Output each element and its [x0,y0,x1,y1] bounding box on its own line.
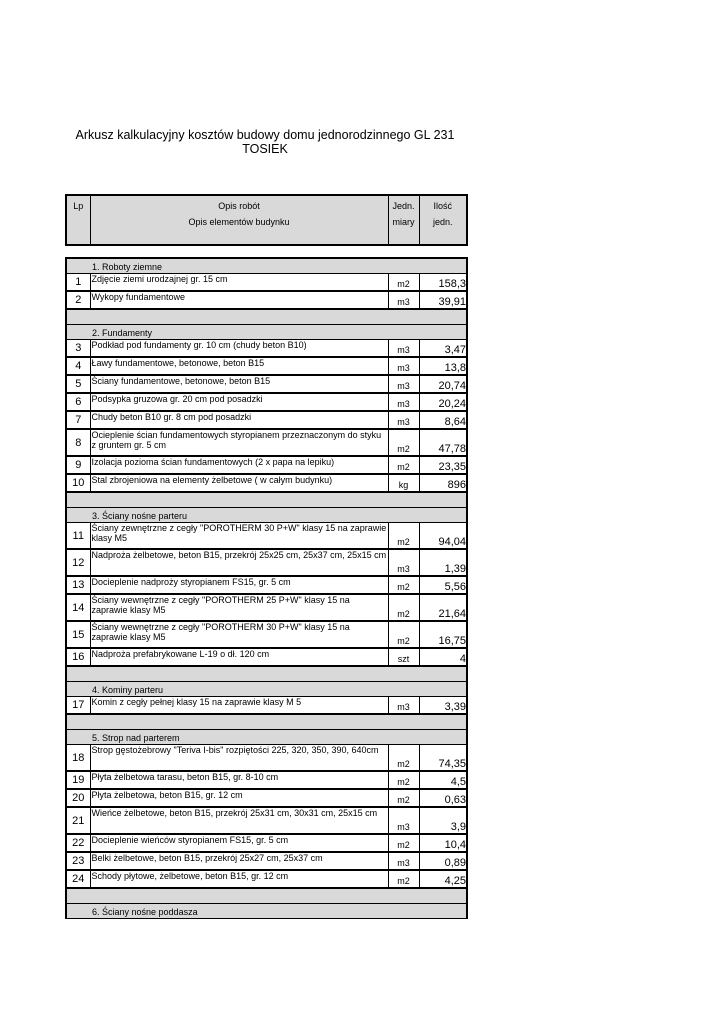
row-unit: m3 [388,549,419,576]
row-lp: 15 [66,621,90,648]
row-unit: m3 [388,807,419,834]
table-row [66,474,467,492]
table-row [66,411,467,429]
table-row [66,357,467,375]
row-lp: 11 [66,523,90,550]
cost-table [65,257,468,919]
row-unit: m2 [388,576,419,594]
row-lp: 1 [66,274,90,292]
row-description: Podsypka gruzowa gr. 20 cm pod posadzki [90,393,388,411]
row-lp: 3 [66,340,90,358]
row-description: Ławy fundamentowe, betonowe, beton B15 [90,357,388,375]
row-lp: 13 [66,576,90,594]
row-quantity: 74,35 [419,745,467,772]
header-jedn: Jedn. miary [388,195,419,245]
row-quantity: 896 [419,474,467,492]
row-lp: 5 [66,375,90,393]
table-row [66,549,467,576]
section-spacer [66,325,90,340]
row-lp: 24 [66,870,90,888]
section-gap [66,309,467,325]
row-unit: m2 [388,456,419,474]
row-unit: m2 [388,621,419,648]
table-row [66,852,467,870]
table-row [66,870,467,888]
row-description: Chudy beton B10 gr. 8 cm pod posadzki [90,411,388,429]
row-description: Schody płytowe, żelbetowe, beton B15, gr. 12 cm [90,870,388,888]
row-description: Wykopy fundamentowe [90,291,388,309]
document-title: Arkusz kalkulacyjny kosztów budowy domu jednorodzinnego GL 231 [75,128,455,142]
table-row [66,393,467,411]
section-header [66,904,467,919]
row-quantity: 13,8 [419,357,467,375]
header-ilosc: Ilość jedn. [419,195,467,245]
row-unit: m3 [388,393,419,411]
row-unit: m2 [388,834,419,852]
row-quantity: 3,9 [419,807,467,834]
row-unit: m3 [388,291,419,309]
section-title: 4. Kominy parteru [90,682,467,697]
section-gap [66,888,467,904]
row-quantity: 4,25 [419,870,467,888]
table-row [66,576,467,594]
row-quantity: 1,39 [419,549,467,576]
section-gap [66,492,467,508]
gap-cell [66,666,467,682]
table-row [66,375,467,393]
document-subtitle: TOSIEK [242,142,288,156]
row-description: Izolacja pozioma ścian fundamentowych (2 x papa na lepiku) [90,456,388,474]
row-quantity: 20,74 [419,375,467,393]
row-description: Ściany fundamentowe, betonowe, beton B15 [90,375,388,393]
table-row [66,697,467,715]
table-row [66,745,467,772]
row-unit: m2 [388,870,419,888]
row-unit: m3 [388,852,419,870]
section-spacer [66,682,90,697]
section-header [66,730,467,745]
row-lp: 18 [66,745,90,772]
row-quantity: 4 [419,648,467,666]
row-description: Ściany wewnętrzne z cegły "POROTHERM 30 P+W" klasy 15 na zaprawie klasy M5 [90,621,388,648]
section-spacer [66,730,90,745]
row-unit: m3 [388,357,419,375]
row-quantity: 23,35 [419,456,467,474]
row-lp: 10 [66,474,90,492]
section-spacer [66,258,90,274]
row-quantity: 47,78 [419,429,467,456]
section-gap [66,666,467,682]
row-description: Ściany wewnętrzne z cegły "POROTHERM 25 P+W" klasy 15 na zaprawie klasy M5 [90,594,388,621]
row-quantity: 8,64 [419,411,467,429]
row-lp: 7 [66,411,90,429]
table-row [66,771,467,789]
table-row [66,594,467,621]
row-description: Płyta żelbetowa tarasu, beton B15, gr. 8-10 cm [90,771,388,789]
section-title: 2. Fundamenty [90,325,467,340]
row-lp: 21 [66,807,90,834]
row-lp: 19 [66,771,90,789]
row-lp: 17 [66,697,90,715]
table-row [66,621,467,648]
row-quantity: 21,64 [419,594,467,621]
table-row [66,789,467,807]
table-row [66,807,467,834]
row-unit: szt [388,648,419,666]
row-description: Zdjęcie ziemi urodzajnej gr. 15 cm [90,274,388,292]
row-lp: 14 [66,594,90,621]
row-quantity: 4,5 [419,771,467,789]
row-quantity: 3,47 [419,340,467,358]
row-unit: m3 [388,697,419,715]
row-lp: 6 [66,393,90,411]
row-description: Ściany zewnętrzne z cegły "POROTHERM 30 P+W" klasy 15 na zaprawie klasy M5 [90,523,388,550]
row-lp: 8 [66,429,90,456]
section-title: 6. Ściany nośne poddasza [90,904,467,919]
row-unit: m2 [388,429,419,456]
row-unit: m2 [388,274,419,292]
row-quantity: 3,39 [419,697,467,715]
row-lp: 12 [66,549,90,576]
section-gap [66,714,467,730]
row-unit: kg [388,474,419,492]
row-quantity: 39,91 [419,291,467,309]
row-quantity: 0,89 [419,852,467,870]
row-lp: 23 [66,852,90,870]
row-description: Wieńce żelbetowe, beton B15, przekrój 25x31 cm, 30x31 cm, 25x15 cm [90,807,388,834]
row-description: Nadproża prefabrykowane L-19 o dł. 120 cm [90,648,388,666]
row-quantity: 10,4 [419,834,467,852]
gap-cell [66,888,467,904]
row-lp: 20 [66,789,90,807]
section-header [66,508,467,523]
section-title: 5. Strop nad parterem [90,730,467,745]
section-header [66,325,467,340]
row-lp: 9 [66,456,90,474]
section-header [66,682,467,697]
row-quantity: 16,75 [419,621,467,648]
gap-cell [66,309,467,325]
row-description: Płyta żelbetowa, beton B15, gr. 12 cm [90,789,388,807]
row-quantity: 158,3 [419,274,467,292]
row-description: Stal zbrojeniowa na elementy żelbetowe ( w całym budynku) [90,474,388,492]
row-lp: 4 [66,357,90,375]
row-unit: m2 [388,594,419,621]
table-row [66,291,467,309]
section-header [66,258,467,274]
row-unit: m3 [388,411,419,429]
section-spacer [66,904,90,919]
section-spacer [66,508,90,523]
row-description: Belki żelbetowe, beton B15, przekrój 25x27 cm, 25x37 cm [90,852,388,870]
row-quantity: 5,56 [419,576,467,594]
table-header [65,194,468,246]
table-row [66,648,467,666]
row-unit: m2 [388,745,419,772]
row-description: Docieplenie wieńców styropianem FS15, gr. 5 cm [90,834,388,852]
row-lp: 2 [66,291,90,309]
section-title: 1. Roboty ziemne [90,258,467,274]
row-unit: m3 [388,375,419,393]
row-unit: m2 [388,771,419,789]
table-row [66,523,467,550]
row-description: Nadproża żelbetowe, beton B15, przekrój 25x25 cm, 25x37 cm, 25x15 cm [90,549,388,576]
row-quantity: 94,04 [419,523,467,550]
header-lp: Lp [73,201,84,211]
header-opis: Opis robót Opis elementów budynku [90,195,388,245]
row-description: Podkład pod fundamenty gr. 10 cm (chudy beton B10) [90,340,388,358]
row-lp: 22 [66,834,90,852]
row-description: Strop gęstożebrowy "Teriva I-bis" rozpiętości 225, 320, 350, 390, 640cm [90,745,388,772]
table-row [66,340,467,358]
row-description: Komin z cegły pełnej klasy 15 na zaprawie klasy M 5 [90,697,388,715]
table-row [66,456,467,474]
row-unit: m3 [388,340,419,358]
table-row [66,429,467,456]
gap-cell [66,714,467,730]
row-unit: m2 [388,789,419,807]
section-title: 3. Ściany nośne parteru [90,508,467,523]
table-row [66,834,467,852]
row-lp: 16 [66,648,90,666]
row-unit: m2 [388,523,419,550]
table-row [66,274,467,292]
row-description: Docieplenie nadproży styropianem FS15, gr. 5 cm [90,576,388,594]
row-quantity: 20,24 [419,393,467,411]
row-quantity: 0,63 [419,789,467,807]
gap-cell [66,492,467,508]
row-description: Ocieplenie ścian fundamentowych styropianem przeznaczonym do styku z gruntem gr. 5 cm [90,429,388,456]
